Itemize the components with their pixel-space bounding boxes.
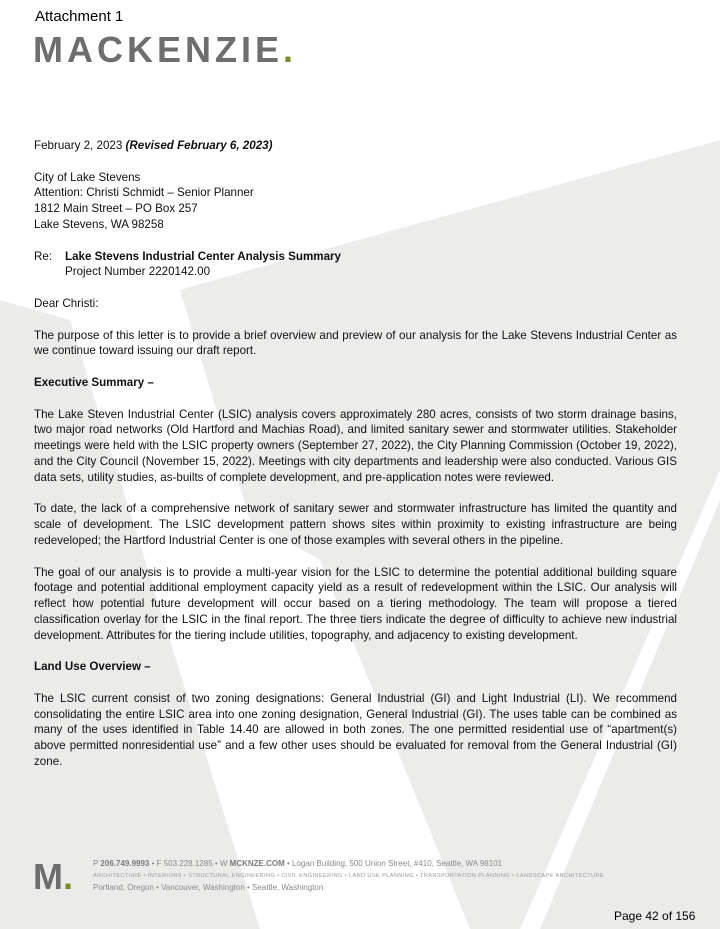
re-label: Re: — [34, 249, 53, 263]
address-line: City of Lake Stevens — [34, 170, 141, 184]
logo-dot: . — [283, 29, 298, 70]
re-subject: Lake Stevens Industrial Center Analysis Summary — [65, 249, 341, 263]
land-use-heading: Land Use Overview – — [34, 660, 151, 674]
footer-contact-line — [93, 858, 604, 870]
footer-website: MCKNZE.COM — [229, 859, 285, 868]
land-use-paragraph: The LSIC current consist of two zoning designations: General Industrial (GI) and Light Industrial (LI). We recommend consolidating the entire LSIC area into one zoning designation, General Industrial (GI). The uses table can be combined as many of the uses identified in Table 14.40 are allowed in both zones. The one permitted residential use of “apartment(s) above permitted nonresidential use” and a few other uses should be evaluated for removal from the General Industrial (GI) zone. — [34, 691, 677, 769]
footer-fax: • F 503.228.1285 • W — [149, 859, 230, 868]
page-number: Page 42 of 156 — [614, 909, 696, 923]
re-block — [34, 249, 677, 281]
address-line: 1812 Main Street – PO Box 257 — [34, 202, 198, 216]
recipient-address — [34, 170, 677, 233]
footer-phone-prefix: P — [93, 859, 101, 868]
letter-date: February 2, 2023 — [34, 139, 126, 152]
mackenzie-logo — [33, 28, 297, 72]
footer-logo — [33, 857, 73, 897]
footer-logo-letter: M — [33, 856, 63, 897]
footer-phone: 206.749.9993 — [100, 859, 150, 868]
salutation: Dear Christi: — [34, 296, 99, 310]
executive-summary-paragraph: The Lake Steven Industrial Center (LSIC) analysis covers approximately 280 acres, consists of two storm drainage basins, two major road networks (Old Hartford and Machias Road), and limited sanitary sewer and stormwater utilities. Stakeholder meetings were held with the LSIC property owners (September 27, 2022), the City Planning Commission (October 19, 2022), and the City Council (November 15, 2022). Meetings with city departments and leadership were also conducted. Various GIS data sets, utility studies, as-builts of complete development, and pre-application notes were reviewed. — [34, 407, 677, 484]
executive-summary-heading: Executive Summary – — [34, 375, 154, 389]
date-line — [34, 138, 677, 154]
intro-paragraph: The purpose of this letter is to provide a brief overview and preview of our analysis for the Lake Stevens Industrial Center as we continue toward issuing our draft report. — [34, 328, 677, 358]
executive-summary-paragraph: The goal of our analysis is to provide a multi-year vision for the LSIC to determine the potential additional building square footage and potential additional employment capacity yield as a result of redevelopment within the LSIC. Our analysis will reflect how potential future development will occur based on a tiering methodology. The team will propose a tiered classification overlay for the LSIC in the final report. The three tiers indicate the degree of difficulty to achieve new industrial development. Attributes for the tiering include utilities, topography, and adjacency to existing development. — [34, 565, 677, 642]
footer-logo-dot: . — [63, 856, 74, 897]
footer-contact — [93, 858, 604, 894]
footer-offices: Portland, Oregon • Vancouver, Washington • Seattle, Washington — [93, 883, 324, 892]
footer-services: ARCHITECTURE • INTERIORS • STRUCTURAL ENGINEERING • CIVIL ENGINEERING • LAND USE PLANNING • TRANSPORTATION PLANNING • LANDSCAPE ARCHITECTURE — [93, 873, 605, 879]
executive-summary-paragraph: To date, the lack of a comprehensive network of sanitary sewer and stormwater infrastructure has limited the quantity and scale of development. The LSIC development pattern shows sites within proximity to existing infrastructure are being redeveloped; the Hartford Industrial Center is one of those examples with several others in the pipeline. — [34, 502, 677, 547]
address-line: Attention: Christi Schmidt – Senior Planner — [34, 186, 254, 200]
logo-text: MACKENZIE — [33, 29, 283, 70]
letter-body — [34, 138, 677, 770]
footer-address: • Logan Building, 500 Union Street, #410, Seattle, WA 98101 — [284, 859, 503, 868]
project-number: Project Number 2220142.00 — [65, 265, 211, 279]
revised-date: (Revised February 6, 2023) — [125, 139, 273, 152]
address-line: Lake Stevens, WA 98258 — [34, 217, 164, 231]
attachment-label: Attachment 1 — [35, 8, 124, 25]
